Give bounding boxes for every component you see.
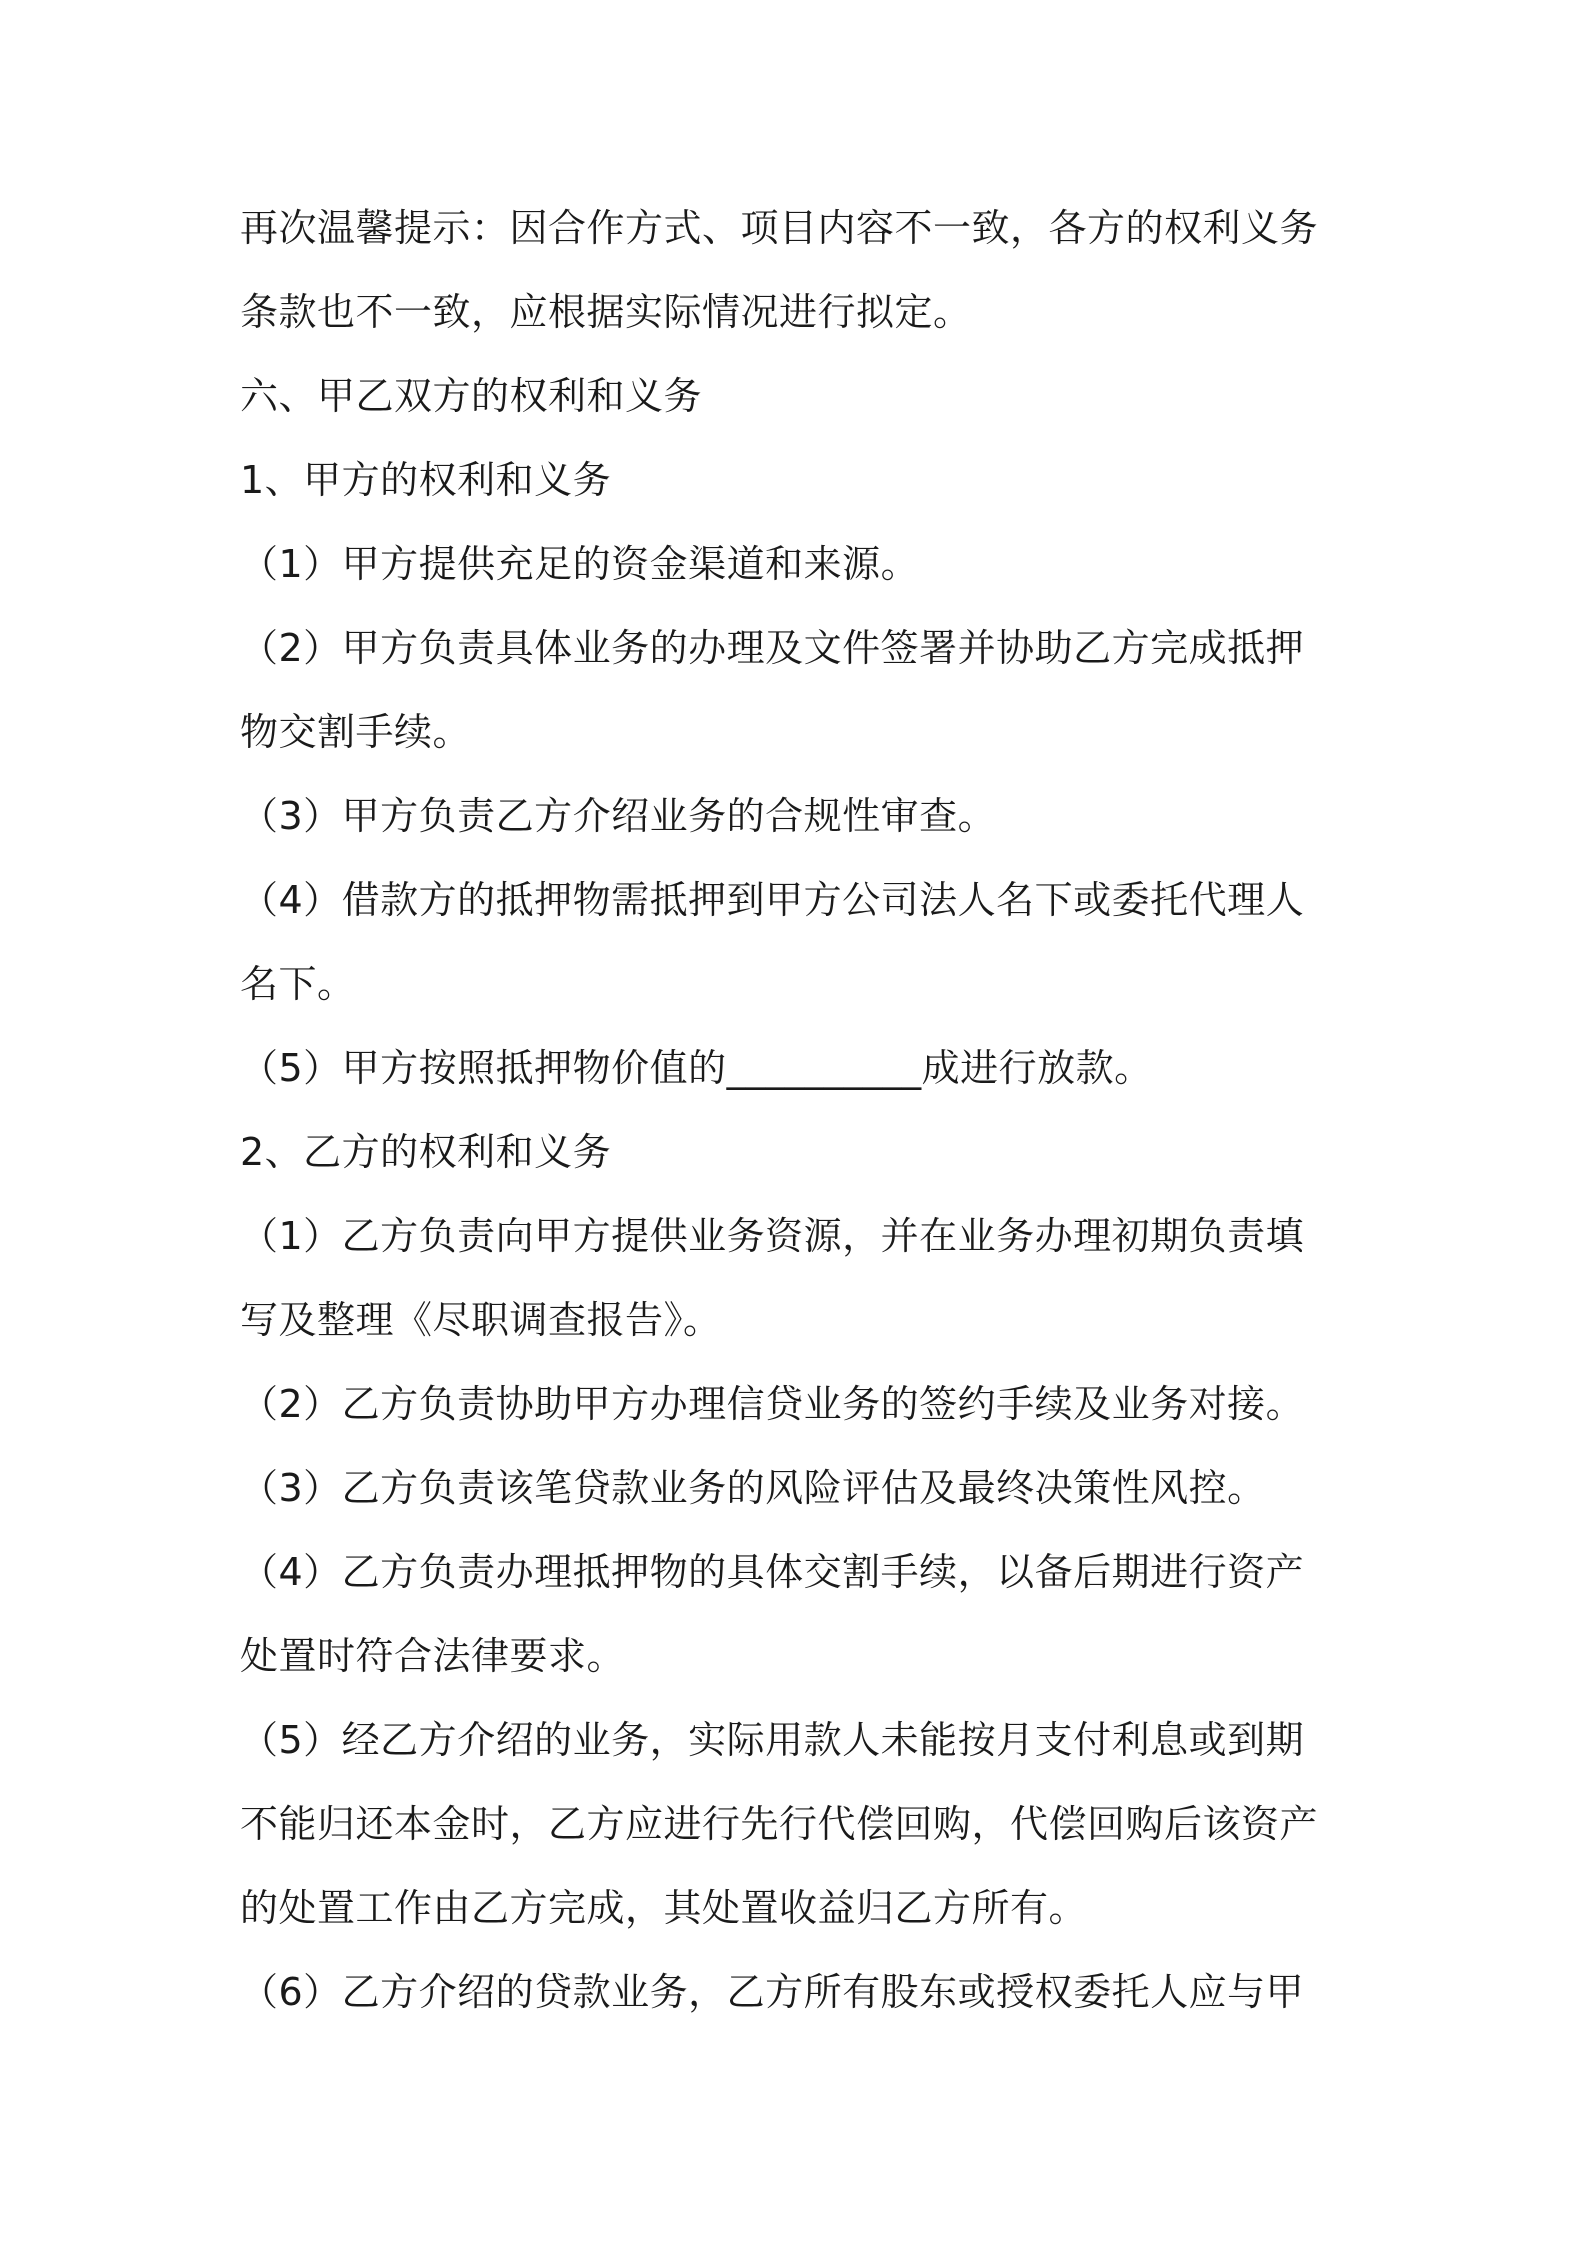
list-item: （5）甲方按照抵押物价值的__________成进行放款。	[240, 1046, 1153, 1090]
list-item: （3）甲方负责乙方介绍业务的合规性审查。	[240, 794, 997, 838]
list-item: （3）乙方负责该笔贷款业务的风险评估及最终决策性风控。	[240, 1466, 1266, 1510]
list-item-continuation: 处置时符合法律要求。	[240, 1634, 626, 1678]
list-item: （2）乙方负责协助甲方办理信贷业务的签约手续及业务对接。	[240, 1382, 1305, 1426]
list-item-continuation: 不能归还本金时，乙方应进行先行代偿回购，代偿回购后该资产	[240, 1802, 1319, 1846]
list-item: （6）乙方介绍的贷款业务，乙方所有股东或授权委托人应与甲	[240, 1970, 1305, 2014]
list-item-continuation: 写及整理《尽职调查报告》。	[240, 1298, 722, 1342]
list-item: （1）乙方负责向甲方提供业务资源，并在业务办理初期负责填	[240, 1214, 1305, 1258]
subsection-heading: 2、乙方的权利和义务	[240, 1130, 612, 1174]
subsection-heading: 1、甲方的权利和义务	[240, 458, 612, 502]
list-item: （1）甲方提供充足的资金渠道和来源。	[240, 542, 920, 586]
body-text-line: 再次温馨提示：因合作方式、项目内容不一致，各方的权利义务	[240, 206, 1319, 250]
list-item-continuation: 名下。	[240, 962, 356, 1006]
list-item: （4）乙方负责办理抵押物的具体交割手续，以备后期进行资产	[240, 1550, 1305, 1594]
list-item-continuation: 的处置工作由乙方完成，其处置收益归乙方所有。	[240, 1886, 1088, 1930]
list-item: （5）经乙方介绍的业务，实际用款人未能按月支付利息或到期	[240, 1718, 1305, 1762]
list-item-continuation: 物交割手续。	[240, 710, 472, 754]
list-item: （2）甲方负责具体业务的办理及文件签署并协助乙方完成抵押	[240, 626, 1305, 670]
section-heading: 六、甲乙双方的权利和义务	[240, 374, 703, 418]
list-item: （4）借款方的抵押物需抵押到甲方公司法人名下或委托代理人	[240, 878, 1305, 922]
body-text-line: 条款也不一致，应根据实际情况进行拟定。	[240, 290, 972, 334]
